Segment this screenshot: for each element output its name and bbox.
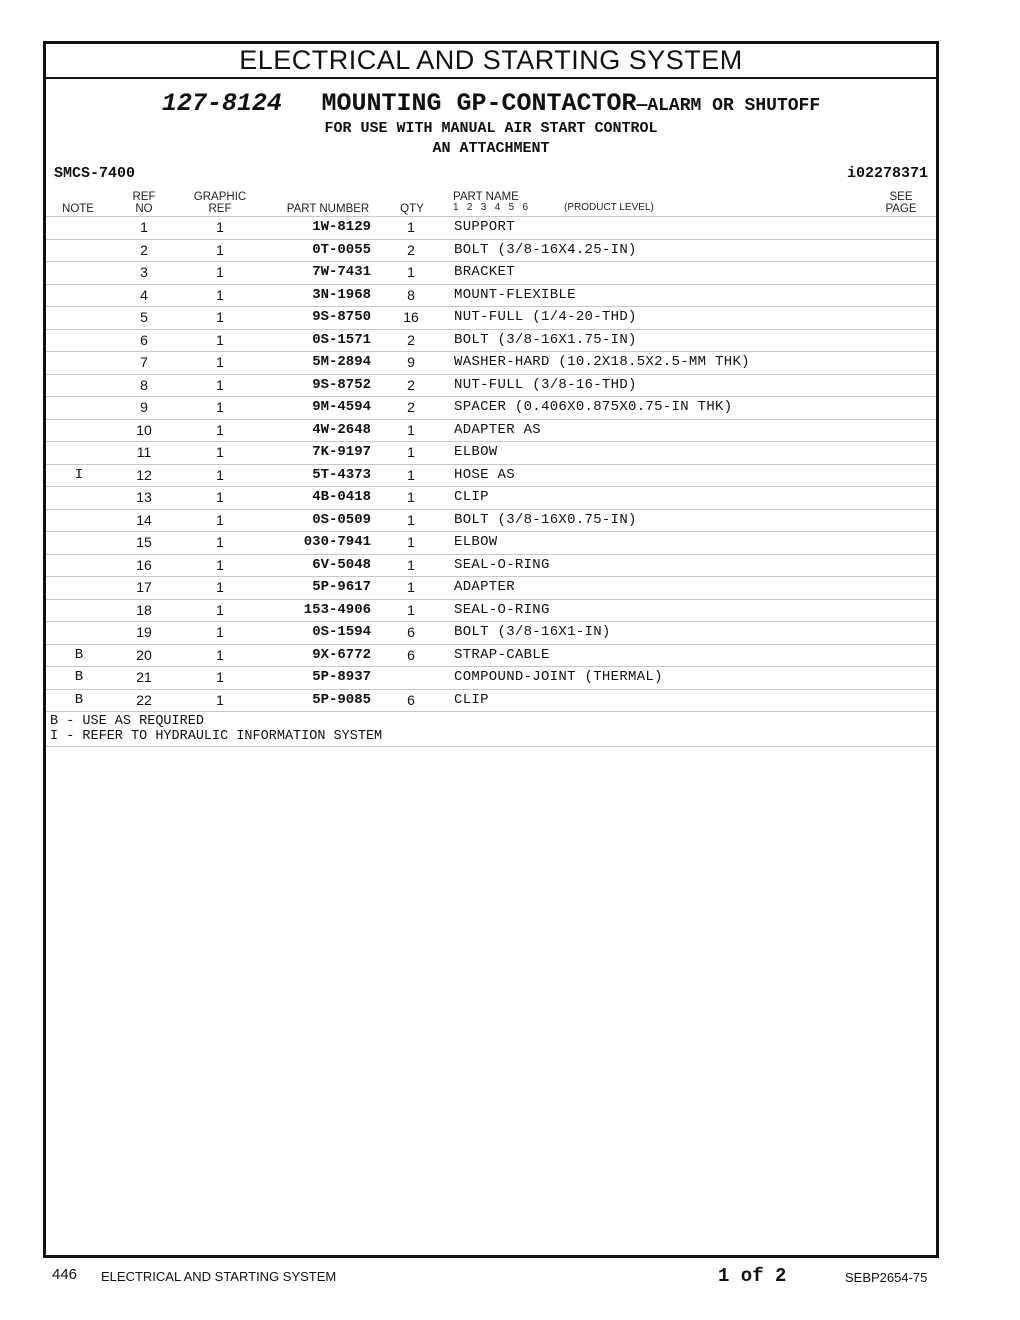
row-part-number: 0T-0055	[312, 241, 371, 258]
table-row	[46, 420, 936, 443]
row-ref-no: 21	[136, 669, 152, 685]
row-part-name: BOLT (3/8-16X1.75-IN)	[454, 331, 637, 348]
row-graphic-ref: 1	[216, 376, 224, 393]
row-part-name: ADAPTER AS	[454, 421, 542, 438]
row-graphic-ref: 1	[216, 556, 224, 573]
table-row	[46, 240, 936, 263]
col-graphic-top: GRAPHIC	[193, 191, 247, 203]
row-part-number: 1W-8129	[312, 219, 371, 235]
col-qty: QTY	[400, 203, 424, 215]
row-ref-no: 10	[136, 421, 152, 438]
row-graphic-ref: 1	[216, 646, 224, 663]
col-see-top: SEE	[889, 191, 913, 203]
row-part-number: 7K-9197	[312, 444, 371, 460]
row-qty: 2	[407, 241, 415, 258]
row-part-number: 4B-0418	[312, 489, 371, 505]
row-qty: 9	[407, 354, 415, 370]
row-part-name: COMPOUND-JOINT (THERMAL)	[454, 669, 663, 685]
row-part-number: 5P-9617	[312, 579, 371, 595]
row-part-name: BOLT (3/8-16X1-IN)	[454, 624, 611, 640]
row-graphic-ref: 1	[216, 421, 224, 438]
row-qty: 1	[407, 489, 415, 505]
table-row	[46, 330, 936, 353]
row-ref-no: 8	[140, 376, 148, 393]
table-row	[46, 510, 936, 533]
row-graphic-ref: 1	[216, 534, 224, 550]
table-row	[46, 262, 936, 285]
note-b: B - USE AS REQUIRED	[50, 714, 204, 729]
row-note: B	[74, 669, 84, 685]
row-graphic-ref: 1	[216, 489, 224, 505]
row-graphic-ref: 1	[216, 309, 224, 325]
row-part-number: 5P-9085	[312, 691, 371, 708]
row-part-number: 0S-1594	[312, 624, 371, 640]
illustration-id: i02278371	[846, 165, 928, 182]
row-graphic-ref: 1	[216, 264, 224, 280]
column-headers	[46, 190, 936, 216]
section-title: ELECTRICAL AND STARTING SYSTEM	[46, 44, 936, 79]
col-ref-top: REF	[132, 191, 156, 203]
row-part-name: CLIP	[454, 489, 489, 505]
row-part-name: NUT-FULL (3/8-16-THD)	[454, 376, 637, 393]
group-name: MOUNTING GP-CONTACTOR	[321, 89, 637, 118]
row-ref-no: 15	[136, 534, 152, 550]
row-part-number: 9M-4594	[312, 399, 371, 415]
row-qty: 8	[407, 286, 415, 303]
col-product-levels: 1 2 3 4 5 6	[453, 202, 529, 213]
table-row	[46, 397, 936, 420]
row-qty: 6	[407, 646, 415, 663]
table-row	[46, 645, 936, 668]
table-row	[46, 555, 936, 578]
document-id: SEBP2654-75	[845, 1270, 928, 1285]
row-qty: 2	[407, 399, 415, 415]
row-graphic-ref: 1	[216, 466, 224, 483]
row-part-name: MOUNT-FLEXIBLE	[454, 286, 576, 303]
row-qty: 2	[407, 376, 415, 393]
row-graphic-ref: 1	[216, 241, 224, 258]
row-ref-no: 20	[136, 646, 152, 663]
col-graphic-bottom: REF	[208, 203, 232, 215]
row-part-number: 4W-2648	[312, 421, 371, 438]
row-part-number: 9X-6772	[312, 646, 371, 663]
row-part-name: HOSE AS	[454, 466, 515, 483]
row-graphic-ref: 1	[216, 579, 224, 595]
table-row	[46, 217, 936, 240]
row-ref-no: 1	[140, 219, 148, 235]
row-part-number: 5P-8937	[312, 669, 371, 685]
group-attachment-line: AN ATTACHMENT	[432, 140, 550, 157]
row-qty: 1	[407, 444, 415, 460]
col-part-name: PART NAME	[453, 191, 519, 203]
row-part-name: SUPPORT	[454, 219, 515, 235]
col-see-bottom: PAGE	[885, 203, 917, 215]
group-name-suffix: —ALARM OR SHUTOFF	[636, 96, 821, 116]
row-ref-no: 5	[140, 309, 148, 325]
row-graphic-ref: 1	[216, 669, 224, 685]
row-ref-no: 11	[136, 444, 152, 460]
row-qty: 6	[407, 691, 415, 708]
row-note: I	[74, 466, 84, 483]
row-ref-no: 4	[140, 286, 148, 303]
row-ref-no: 12	[136, 466, 152, 483]
col-ref-bottom: NO	[135, 203, 153, 215]
row-graphic-ref: 1	[216, 511, 224, 528]
row-graphic-ref: 1	[216, 691, 224, 708]
row-ref-no: 6	[140, 331, 148, 348]
row-graphic-ref: 1	[216, 219, 224, 235]
row-part-number: 030-7941	[303, 534, 371, 550]
row-graphic-ref: 1	[216, 444, 224, 460]
row-note: B	[74, 691, 84, 708]
row-ref-no: 9	[140, 399, 148, 415]
row-part-number: 9S-8750	[312, 309, 371, 325]
table-row	[46, 622, 936, 645]
col-note: NOTE	[62, 203, 94, 215]
table-row	[46, 307, 936, 330]
row-qty: 1	[407, 534, 415, 550]
row-ref-no: 2	[140, 241, 148, 258]
table-row	[46, 532, 936, 555]
row-part-name: SPACER (0.406X0.875X0.75-IN THK)	[454, 399, 733, 415]
table-row	[46, 600, 936, 623]
row-part-number: 153-4906	[303, 601, 371, 618]
row-graphic-ref: 1	[216, 286, 224, 303]
row-graphic-ref: 1	[216, 624, 224, 640]
table-row	[46, 577, 936, 600]
row-ref-no: 18	[136, 601, 152, 618]
row-qty: 1	[407, 421, 415, 438]
row-qty: 6	[407, 624, 415, 640]
row-part-name: NUT-FULL (1/4-20-THD)	[454, 309, 637, 325]
row-qty: 1	[407, 264, 415, 280]
row-part-name: ELBOW	[454, 444, 498, 460]
row-qty: 1	[407, 556, 415, 573]
table-row	[46, 465, 936, 488]
row-graphic-ref: 1	[216, 354, 224, 370]
row-part-name: CLIP	[454, 691, 489, 708]
table-row	[46, 375, 936, 398]
row-qty: 1	[407, 601, 415, 618]
notes-block	[46, 712, 936, 747]
row-graphic-ref: 1	[216, 399, 224, 415]
col-product-level-label: (PRODUCT LEVEL)	[564, 202, 654, 213]
row-qty: 1	[407, 579, 415, 595]
row-qty: 16	[403, 309, 419, 325]
row-ref-no: 13	[136, 489, 152, 505]
row-part-name: BOLT (3/8-16X4.25-IN)	[454, 241, 637, 258]
row-note: B	[74, 646, 84, 663]
row-part-number: 3N-1968	[312, 286, 371, 303]
row-ref-no: 14	[136, 511, 152, 528]
row-part-number: 7W-7431	[312, 264, 371, 280]
row-part-name: STRAP-CABLE	[454, 646, 550, 663]
page-of: 1 of 2	[718, 1265, 787, 1287]
table-row	[46, 442, 936, 465]
row-part-number: 5M-2894	[312, 354, 371, 370]
row-ref-no: 7	[140, 354, 148, 370]
footer-section: ELECTRICAL AND STARTING SYSTEM	[101, 1269, 337, 1284]
group-number: 127-8124	[161, 89, 282, 118]
row-ref-no: 3	[140, 264, 148, 280]
row-part-number: 0S-1571	[312, 331, 371, 348]
row-part-number: 0S-0509	[312, 511, 371, 528]
table-row	[46, 352, 936, 375]
row-part-name: ADAPTER	[454, 579, 515, 595]
row-part-name: WASHER-HARD (10.2X18.5X2.5-MM THK)	[454, 354, 750, 370]
parts-table	[46, 216, 936, 747]
row-ref-no: 19	[136, 624, 152, 640]
row-ref-no: 22	[136, 691, 152, 708]
table-row	[46, 285, 936, 308]
row-qty: 1	[407, 219, 415, 235]
row-qty: 1	[407, 466, 415, 483]
row-part-name: SEAL-O-RING	[454, 601, 550, 618]
row-ref-no: 17	[136, 579, 152, 595]
page-number: 446	[52, 1266, 78, 1283]
row-part-name: SEAL-O-RING	[454, 556, 550, 573]
table-row	[46, 487, 936, 510]
row-part-number: 6V-5048	[312, 556, 371, 573]
group-header	[46, 89, 936, 159]
page-footer	[0, 1266, 1020, 1290]
col-part-number: PART NUMBER	[286, 203, 370, 215]
table-row	[46, 667, 936, 690]
row-ref-no: 16	[136, 556, 152, 573]
smcs-row	[46, 165, 936, 185]
smcs-code: SMCS-7400	[54, 165, 136, 182]
row-part-number: 9S-8752	[312, 376, 371, 393]
row-qty: 2	[407, 331, 415, 348]
row-qty: 1	[407, 511, 415, 528]
note-i: I - REFER TO HYDRAULIC INFORMATION SYSTEM	[50, 729, 383, 744]
parts-page-frame	[43, 41, 939, 1258]
row-part-name: BOLT (3/8-16X0.75-IN)	[454, 511, 637, 528]
row-graphic-ref: 1	[216, 331, 224, 348]
row-part-name: ELBOW	[454, 534, 498, 550]
group-usage-line: FOR USE WITH MANUAL AIR START CONTROL	[324, 120, 658, 137]
table-row	[46, 690, 936, 713]
row-part-number: 5T-4373	[312, 466, 371, 483]
row-part-name: BRACKET	[454, 264, 515, 280]
row-graphic-ref: 1	[216, 601, 224, 618]
